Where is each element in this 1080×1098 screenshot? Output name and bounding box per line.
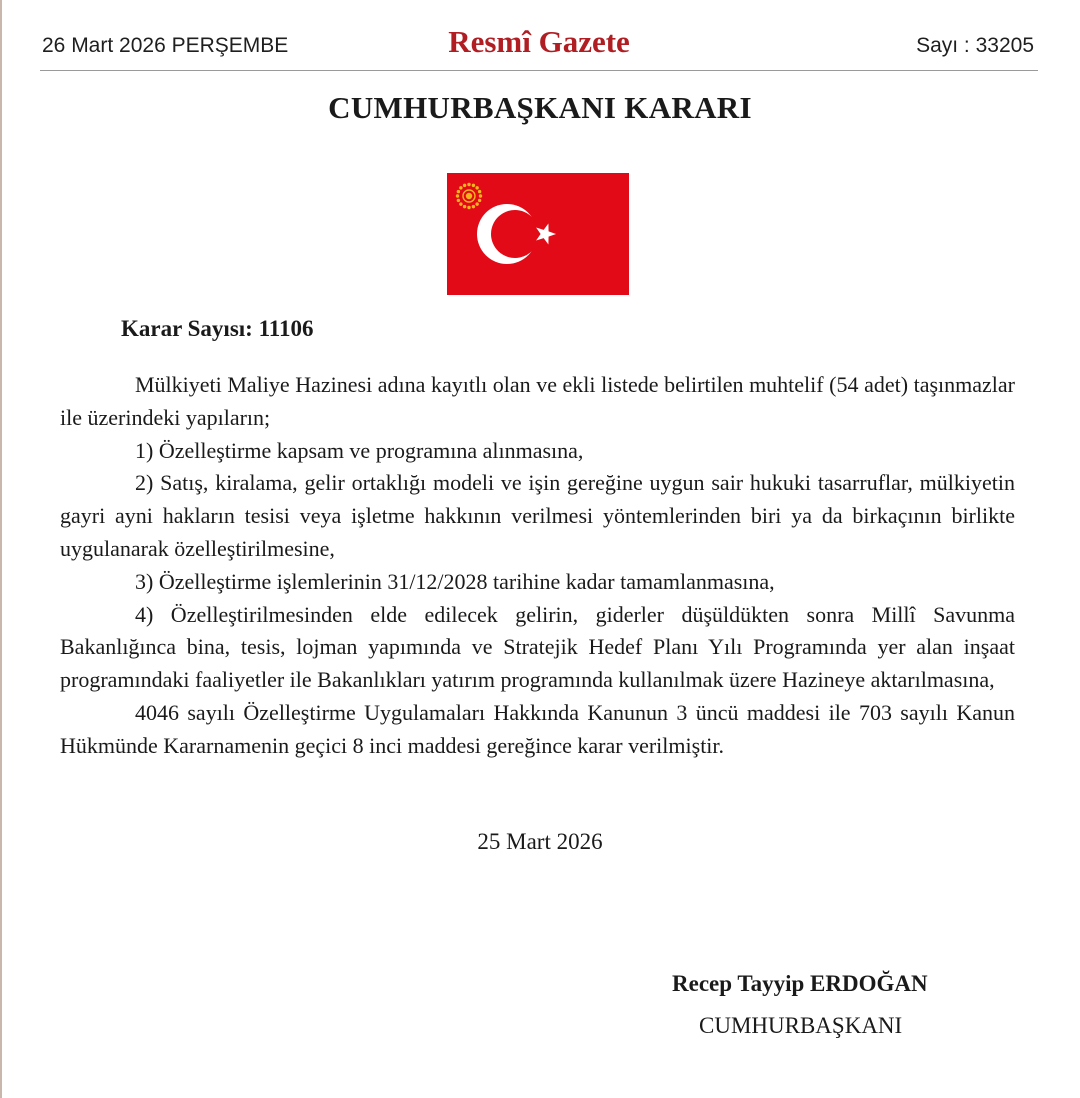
page-edge xyxy=(0,0,2,1098)
signatory-title: CUMHURBAŞKANI xyxy=(699,1013,903,1038)
decree-paragraph: 1) Özelleştirme kapsam ve programına alınmasına, xyxy=(135,437,584,463)
decree-date: 25 Mart 2026 xyxy=(477,829,603,854)
document-title: CUMHURBAŞKANI KARARI xyxy=(328,90,752,125)
signatory-name: Recep Tayyip ERDOĞAN xyxy=(672,971,928,996)
turkish-flag-with-presidential-seal-icon xyxy=(447,173,629,295)
gazette-name: Resmî Gazete xyxy=(448,24,630,59)
decree-paragraph: 4046 sayılı Özelleştirme Uygulamaları Hakkında Kanunun 3 üncü maddesi ile 703 sayılı Kanun Hükmünde Kararnamenin geçici 8 inci maddesi gereğince karar verilmiştir. xyxy=(60,699,1015,758)
decree-paragraph: 3) Özelleştirme işlemlerinin 31/12/2028 tarihine kadar tamamlanmasına, xyxy=(135,568,775,594)
decree-body xyxy=(60,369,1015,763)
decree-paragraph: 2) Satış, kiralama, gelir ortaklığı modeli ve işin gereğine uygun sair hukuki tasarruflar, mülkiyetin gayri ayni hakların tesisi veya işletme hakkının verilmesi yöntemlerinden biri ya da birkaçının birlikte uygulanarak özelleştirilmesine, xyxy=(60,470,1015,561)
header-divider xyxy=(40,70,1038,71)
decree-paragraph: 4) Özelleştirilmesinden elde edilecek gelirin, giderler düşüldükten sonra Millî Savunma Bakanlığınca bina, tesis, lojman yapımında ve Stratejik Hedef Planı Yılı Programında yer alan inşaat programındaki faaliyetler ile Bakanlıkları yatırım programında kullanılmak üzere Hazineye aktarılmasına, xyxy=(60,601,1015,693)
publication-date: 26 Mart 2026 PERŞEMBE xyxy=(42,34,289,57)
decree-paragraph: Mülkiyeti Maliye Hazinesi adına kayıtlı olan ve ekli listede belirtilen muhtelif (54 adet) taşınmazlar ile üzerindeki yapıların; xyxy=(60,372,1015,430)
issue-number: Sayı : 33205 xyxy=(916,34,1034,57)
decision-number: Karar Sayısı: 11106 xyxy=(121,316,314,341)
gazette-header xyxy=(40,22,1038,70)
